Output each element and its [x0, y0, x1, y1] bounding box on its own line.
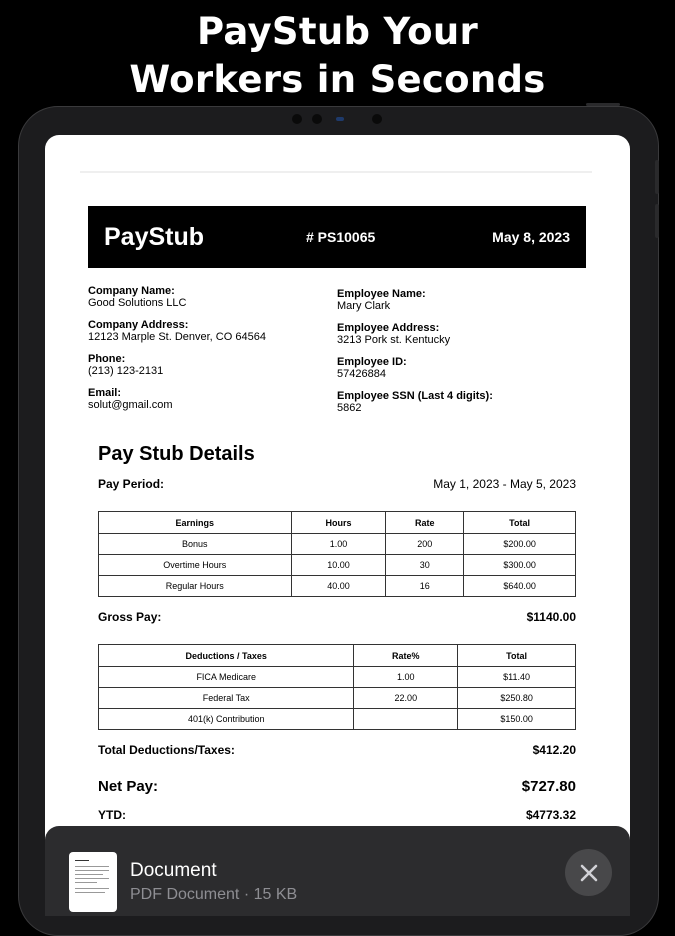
- power-button: [586, 103, 620, 106]
- close-icon: [579, 863, 599, 883]
- camera-dot: [292, 114, 302, 124]
- table-cell: 30: [386, 555, 464, 576]
- table-row: [99, 688, 576, 709]
- column-header: Earnings: [99, 512, 292, 534]
- net-pay: $727.80: [521, 778, 576, 795]
- headline: [0, 8, 675, 104]
- ytd-label: YTD:: [98, 808, 126, 822]
- column-header: Total: [464, 512, 576, 534]
- deductions-table: [98, 644, 576, 730]
- stub-date: May 8, 2023: [492, 229, 570, 245]
- company-name: Good Solutions LLC: [88, 297, 187, 309]
- employee-address-label: Employee Address:: [337, 322, 440, 334]
- stub-brand: PayStub: [104, 222, 205, 251]
- table-cell: $640.00: [464, 576, 576, 597]
- email-label: Email:: [88, 387, 122, 399]
- table-cell: Overtime Hours: [99, 555, 292, 576]
- document-subtitle: PDF Document · 15 KB: [130, 886, 298, 903]
- column-header: Deductions / Taxes: [99, 645, 354, 667]
- table-cell: 200: [386, 534, 464, 555]
- table-cell: $150.00: [458, 709, 576, 730]
- column-header: Total: [458, 645, 576, 667]
- table-cell: 40.00: [291, 576, 386, 597]
- employee-ssn: 5862: [337, 402, 362, 414]
- document-preview[interactable]: [45, 135, 630, 915]
- table-cell: $11.40: [458, 667, 576, 688]
- volume-button-bottom: [655, 204, 659, 238]
- table-cell: $250.80: [458, 688, 576, 709]
- gross-pay: $1140.00: [526, 610, 576, 624]
- ytd: $4773.32: [525, 808, 576, 822]
- net-pay-label: Net Pay:: [98, 778, 159, 795]
- table-cell: [354, 709, 458, 730]
- table-cell: 10.00: [291, 555, 386, 576]
- divider: [80, 171, 592, 173]
- table-cell: Regular Hours: [99, 576, 292, 597]
- table-cell: 16: [386, 576, 464, 597]
- company-address-label: Company Address:: [88, 319, 189, 331]
- volume-button-top: [655, 160, 659, 194]
- camera-dot: [372, 114, 382, 124]
- table-cell: 22.00: [354, 688, 458, 709]
- share-sheet: [45, 826, 630, 916]
- headline-line-2: Workers in Seconds: [129, 58, 546, 101]
- employee-info: [337, 288, 587, 424]
- table-row: [99, 709, 576, 730]
- headline-line-1: PayStub Your: [196, 10, 479, 53]
- column-header: Rate: [386, 512, 464, 534]
- table-cell: Federal Tax: [99, 688, 354, 709]
- table-row: [99, 534, 576, 555]
- phone: (213) 123-2131: [88, 365, 164, 377]
- document-title: Document: [130, 860, 217, 881]
- employee-id: 57426884: [337, 368, 386, 380]
- total-deductions: $412.20: [532, 743, 576, 757]
- company-name-label: Company Name:: [88, 285, 175, 297]
- table-cell: 1.00: [291, 534, 386, 555]
- table-cell: Bonus: [99, 534, 292, 555]
- stub-number: # PS10065: [306, 229, 376, 245]
- employee-ssn-label: Employee SSN (Last 4 digits):: [337, 390, 493, 402]
- table-cell: 401(k) Contribution: [99, 709, 354, 730]
- company-address: 12123 Marple St. Denver, CO 64564: [88, 331, 266, 343]
- total-deductions-label: Total Deductions/Taxes:: [98, 743, 235, 757]
- earnings-table: [98, 511, 576, 597]
- details-title: Pay Stub Details: [98, 443, 255, 465]
- table-row: [99, 555, 576, 576]
- pay-period: May 1, 2023 - May 5, 2023: [433, 477, 576, 491]
- table-cell: $200.00: [464, 534, 576, 555]
- table-cell: 1.00: [354, 667, 458, 688]
- document-thumbnail-icon[interactable]: [69, 852, 117, 912]
- company-info: [88, 285, 328, 421]
- email: solut@gmail.com: [88, 399, 173, 411]
- table-header-row: [99, 512, 576, 534]
- column-header: Hours: [291, 512, 386, 534]
- employee-name-label: Employee Name:: [337, 288, 426, 300]
- table-header-row: [99, 645, 576, 667]
- phone-label: Phone:: [88, 353, 126, 365]
- gross-pay-label: Gross Pay:: [98, 610, 162, 624]
- column-header: Rate%: [354, 645, 458, 667]
- camera-dot: [312, 114, 322, 124]
- employee-id-label: Employee ID:: [337, 356, 407, 368]
- pay-period-label: Pay Period:: [98, 477, 165, 491]
- employee-address: 3213 Pork st. Kentucky: [337, 334, 451, 346]
- close-button[interactable]: [565, 849, 612, 896]
- table-cell: $300.00: [464, 555, 576, 576]
- camera-indicator: [336, 117, 344, 121]
- employee-name: Mary Clark: [337, 300, 391, 312]
- table-row: [99, 576, 576, 597]
- table-cell: FICA Medicare: [99, 667, 354, 688]
- stub-header: [88, 206, 586, 268]
- table-row: [99, 667, 576, 688]
